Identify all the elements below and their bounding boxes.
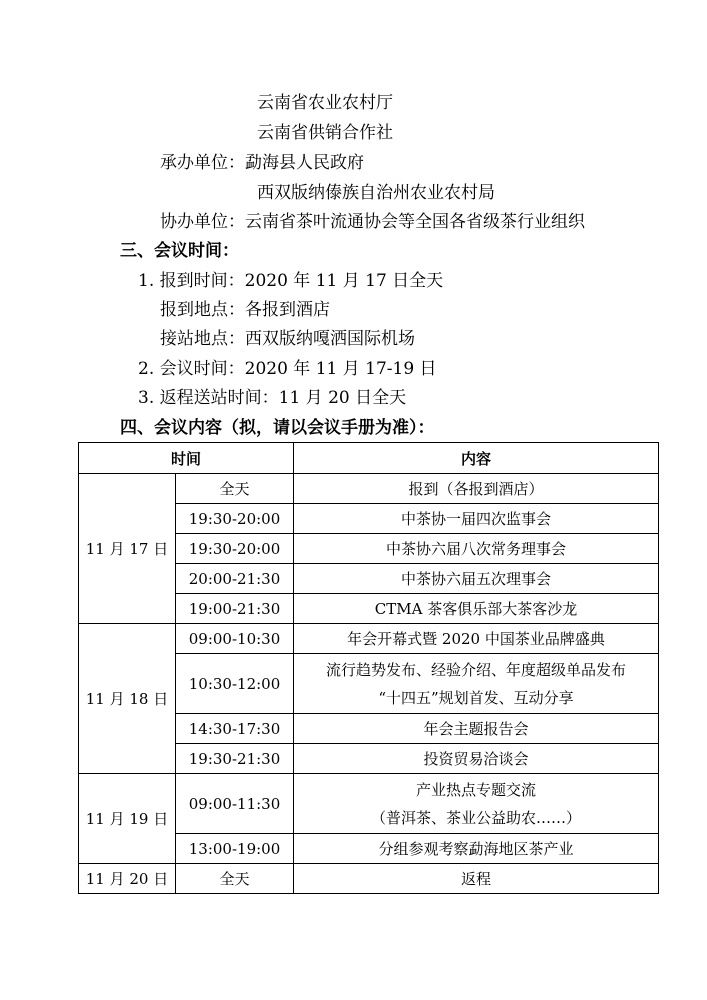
sponsor-line (160, 211, 585, 233)
sponsor-line (257, 92, 393, 114)
sponsor-value: 云南省供销合作社 (257, 123, 393, 143)
content-cell: CTMA 茶客俱乐部大茶客沙龙 (294, 594, 659, 624)
content-cell: 分组参观考察勐海地区茶产业 (294, 834, 659, 864)
content-cell (294, 774, 659, 834)
content-cell (294, 654, 659, 714)
time-cell: 19:30-20:00 (176, 504, 294, 534)
time-cell: 09:00-10:30 (176, 624, 294, 654)
section3-item: 2. 会议时间：2020 年 11 月 17-19 日 (138, 359, 437, 379)
time-cell: 全天 (176, 864, 294, 894)
date-cell: 11 月 17 日 (79, 474, 176, 624)
time-cell: 全天 (176, 474, 294, 504)
content-cell: 返程 (294, 864, 659, 894)
section3-heading: 三、会议时间： (120, 241, 239, 261)
table-row (79, 474, 659, 504)
time-cell: 20:00-21:30 (176, 564, 294, 594)
content-cell: 中茶协六届五次理事会 (294, 564, 659, 594)
time-cell: 19:00-21:30 (176, 594, 294, 624)
table-row (79, 624, 659, 654)
content-line: （普洱茶、茶业公益助农……） (371, 808, 582, 827)
section3-item: 报到地点：各报到酒店 (160, 300, 330, 320)
sponsor-line (257, 122, 393, 144)
table-header-row (79, 443, 659, 474)
content-cell: 年会主题报告会 (294, 714, 659, 744)
date-cell: 11 月 20 日 (79, 864, 176, 894)
section3-item: 1. 报到时间：2020 年 11 月 17 日全天 (138, 271, 444, 291)
time-cell: 13:00-19:00 (176, 834, 294, 864)
sponsor-value: 云南省农业农村厅 (257, 93, 393, 113)
section3-item: 3. 返程送站时间：11 月 20 日全天 (138, 388, 407, 408)
time-cell: 19:30-20:00 (176, 534, 294, 564)
content-cell: 中茶协一届四次监事会 (294, 504, 659, 534)
header-content: 内容 (294, 443, 659, 474)
sponsor-value: 西双版纳傣族自治州农业农村局 (257, 183, 495, 203)
table-row (79, 864, 659, 894)
time-cell: 14:30-17:30 (176, 714, 294, 744)
section4-heading: 四、会议内容（拟，请以会议手册为准）： (120, 418, 435, 438)
sponsor-line (257, 182, 495, 204)
date-cell: 11 月 19 日 (79, 774, 176, 864)
content-line: “十四五”规划首发、互动分享 (378, 688, 574, 707)
time-cell: 09:00-11:30 (176, 774, 294, 834)
table-row (79, 774, 659, 834)
content-cell: 投资贸易洽谈会 (294, 744, 659, 774)
sponsor-label: 协办单位： (160, 212, 245, 232)
section3-item: 接站地点：西双版纳嘎洒国际机场 (160, 329, 415, 349)
content-cell: 报到（各报到酒店） (294, 474, 659, 504)
date-cell: 11 月 18 日 (79, 624, 176, 774)
header-time: 时间 (79, 443, 294, 474)
sponsor-line (160, 152, 364, 174)
time-cell: 19:30-21:30 (176, 744, 294, 774)
schedule-table (78, 442, 659, 894)
content-line: 流行趋势发布、经验介绍、年度超级单品发布 (326, 660, 627, 679)
sponsor-value: 云南省茶叶流通协会等全国各省级茶行业组织 (245, 212, 585, 232)
content-line: 产业热点专题交流 (416, 780, 537, 799)
sponsor-value: 勐海县人民政府 (245, 153, 364, 173)
content-cell: 中茶协六届八次常务理事会 (294, 534, 659, 564)
sponsor-label: 承办单位： (160, 153, 245, 173)
time-cell: 10:30-12:00 (176, 654, 294, 714)
content-cell: 年会开幕式暨 2020 中国茶业品牌盛典 (294, 624, 659, 654)
